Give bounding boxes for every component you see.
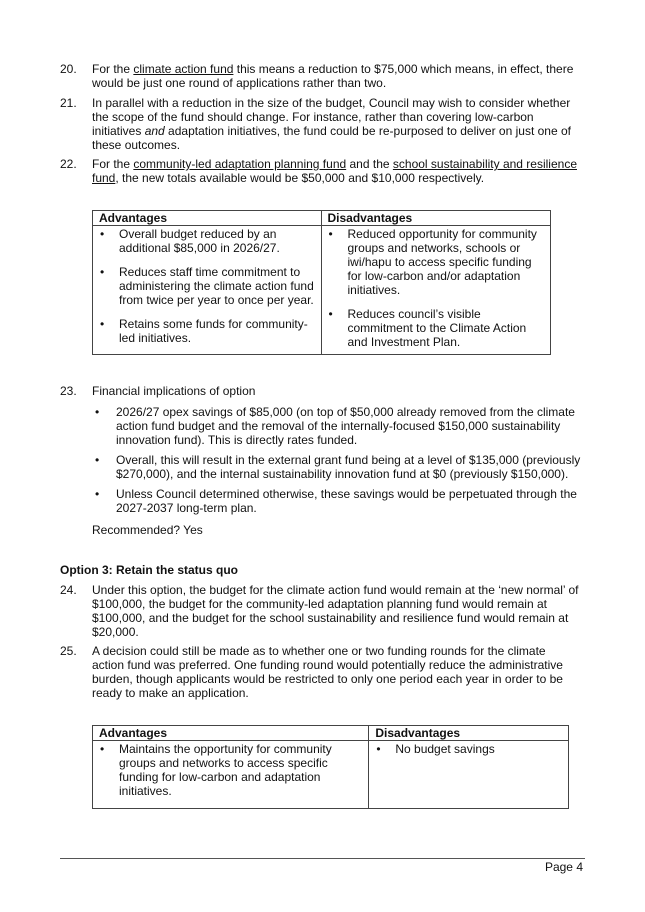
paragraph-text — [92, 62, 580, 90]
text-span: In parallel with a reduction in the size of the budget, Council may wish to consider whether the scope of the fund should change. For instance, rather than covering low-carbon initiatives — [92, 96, 571, 138]
fund-name-underlined: school sustainability and resilience fund — [92, 157, 577, 185]
paragraph-24 — [60, 583, 580, 639]
paragraph-text: A decision could still be made as to whether one or two funding rounds for the climate action fund was preferred. One funding round would potentially reduce the administrative burden, though applicants would be restricted to only one period each year in order to be ready to make an application. — [92, 644, 563, 700]
advantages-cell — [93, 226, 322, 355]
list-item: • 2026/27 opex savings of $85,000 (on top of $50,000 already removed from the climate action fund budget and the removal of the internally-focused $150,000 sustainability innovation fund). This is directly rates funded. — [92, 405, 582, 447]
text-span: For the — [92, 62, 134, 76]
disadvantages-list — [373, 742, 564, 756]
fund-name-underlined: community-led adaptation planning fund — [133, 157, 347, 171]
disadvantages-list — [326, 227, 547, 349]
list-item: • Retains some funds for community-led initiatives. — [97, 317, 317, 345]
table-header-row — [93, 211, 551, 226]
list-item: • Overall budget reduced by an additional $85,000 in 2026/27. — [97, 227, 317, 255]
emphasis-text: and — [144, 124, 165, 138]
paragraph-text: Under this option, the budget for the climate action fund would remain at the ‘new normal’ of $100,000, the budget for the community-led adaptation planning fund would remain at $100,000, and the budget for the school sustainability and resilience fund would remain at $20,000. — [92, 583, 579, 639]
option2-advantages-table — [92, 210, 551, 355]
advantages-list — [97, 742, 364, 798]
page-number: Page 4 — [544, 860, 583, 874]
paragraph-20 — [60, 62, 580, 90]
paragraph-text: Financial implications of option — [92, 384, 256, 398]
list-item: • Reduces council’s visible commitment to the Climate Action and Investment Plan. — [326, 307, 547, 349]
paragraph-21 — [60, 96, 580, 152]
paragraph-number: 20. — [60, 62, 77, 76]
recommended-line — [60, 523, 580, 537]
table-header-row — [93, 726, 569, 741]
option3-advantages-table — [92, 725, 569, 809]
advantages-header: Advantages — [93, 726, 369, 741]
text-span: For the — [92, 157, 134, 171]
paragraph-number: 22. — [60, 157, 77, 171]
disadvantages-header: Disadvantages — [321, 211, 551, 226]
table-row — [93, 226, 551, 355]
advantages-list — [97, 227, 317, 345]
list-item: • Maintains the opportunity for community groups and networks to access specific funding for low-carbon and adaptation initiatives. — [97, 742, 364, 798]
paragraph-text — [92, 96, 580, 152]
paragraph-number: 25. — [60, 644, 77, 658]
disadvantages-header: Disadvantages — [369, 726, 569, 741]
fund-name-underlined: climate action fund — [133, 62, 234, 76]
list-item: • Reduced opportunity for community groups and networks, schools or iwi/hapu to access specific funding for low-carbon and/or adaptation initiatives. — [326, 227, 547, 297]
paragraph-number: 24. — [60, 583, 77, 597]
text-span: , the new totals available would be $50,000 and $10,000 respectively. — [115, 171, 485, 185]
paragraph-number: 21. — [60, 96, 77, 110]
paragraph-23 — [60, 384, 580, 398]
paragraph-25 — [60, 644, 580, 700]
text-span: and the — [346, 157, 393, 171]
option3-heading: Option 3: Retain the status quo — [60, 563, 239, 577]
paragraph-text — [92, 157, 580, 185]
disadvantages-cell — [369, 741, 569, 809]
text-span: adaptation initiatives, the fund could be re-purposed to deliver on just one of these outcomes. — [92, 124, 571, 152]
paragraph-number: 23. — [60, 384, 77, 398]
list-item: • Overall, this will result in the external grant fund being at a level of $135,000 (previously $270,000), and the internal sustainability innovation fund at $0 (previously $150,000). — [92, 453, 582, 481]
footer-divider — [60, 858, 585, 859]
table-row — [93, 741, 569, 809]
paragraph-22 — [60, 157, 580, 185]
list-item: • Unless Council determined otherwise, these savings would be perpetuated through the 2027-2037 long-term plan. — [92, 487, 582, 515]
recommended-text: Recommended? Yes — [92, 523, 203, 537]
text-span: this means a reduction to $75,000 which means, in effect, there would be just one round of applications rather than two. — [92, 62, 574, 90]
financial-implications-list — [92, 405, 582, 521]
disadvantages-cell — [321, 226, 551, 355]
list-item: • No budget savings — [373, 742, 564, 756]
advantages-header: Advantages — [93, 211, 322, 226]
advantages-cell — [93, 741, 369, 809]
list-item: • Reduces staff time commitment to administering the climate action fund from twice per year to once per year. — [97, 265, 317, 307]
